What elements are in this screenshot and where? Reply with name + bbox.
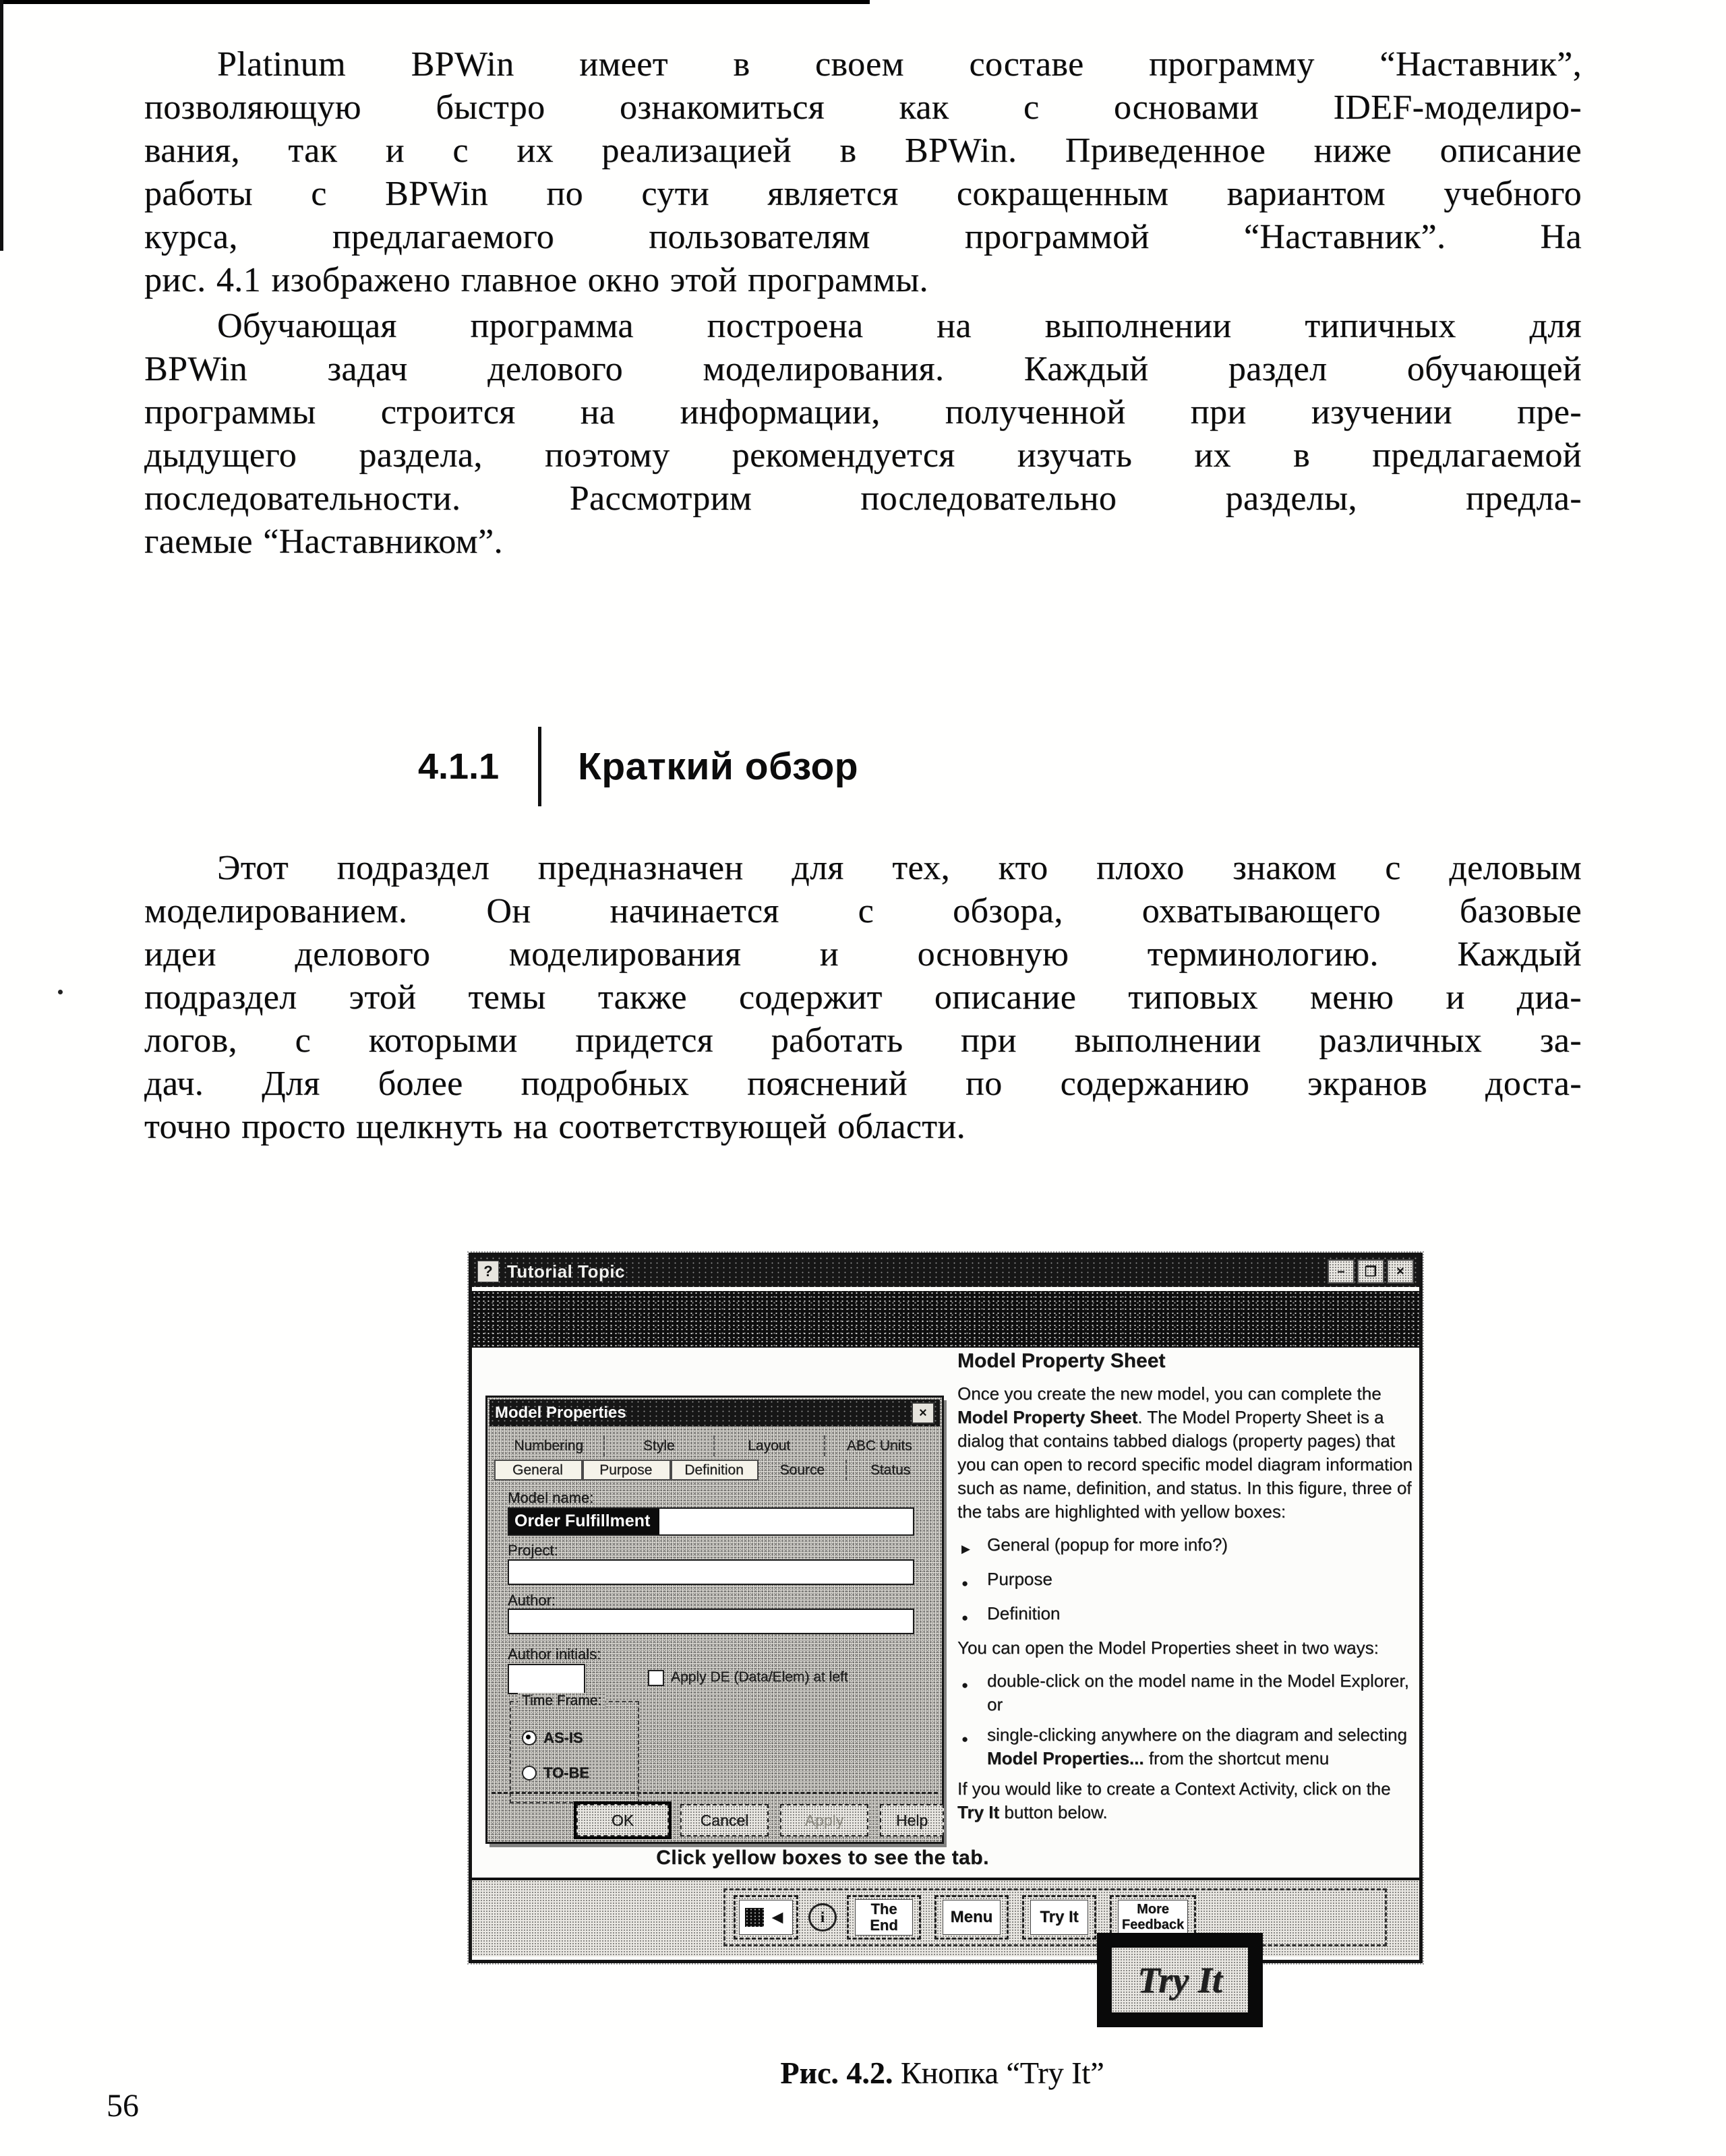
page-icon [745, 1908, 764, 1927]
panel-heading: Model Property Sheet [957, 1350, 1166, 1372]
author-initials-field[interactable] [508, 1664, 585, 1694]
tab-status[interactable]: Status [870, 1462, 911, 1478]
radio-as-is-label: AS-IS [543, 1729, 583, 1746]
cancel-button[interactable]: Cancel [680, 1804, 769, 1836]
dot-bullet-icon: ● [961, 1611, 969, 1624]
section-heading [418, 727, 858, 806]
dialog-separator [492, 1792, 938, 1794]
text-line: логов, с которыми придется работать при выполнении различных за- [144, 1021, 1582, 1060]
list-item-label[interactable]: Purpose [987, 1569, 1052, 1589]
panel-paragraph: If you would like to create a Context Activity, click on the Try It button below. [957, 1778, 1391, 1822]
the-end-button[interactable] [847, 1895, 921, 1940]
back-button[interactable] [734, 1895, 798, 1940]
list-item-label: single-clicking anywhere on the diagram and selecting Model Properties... from the shortcut menu [987, 1725, 1407, 1768]
list-item [957, 1602, 1413, 1629]
list-item-label[interactable]: Definition [987, 1603, 1061, 1623]
checkbox[interactable] [648, 1670, 664, 1686]
project-field[interactable] [508, 1559, 914, 1585]
window-title: Tutorial Topic [507, 1261, 626, 1282]
tab-purpose[interactable]: Purpose [583, 1460, 671, 1480]
figure-caption-text: Кнопка “Try It” [893, 2056, 1104, 2090]
text-line: позволяющую быстро ознакомиться как с основами IDEF-моделиро- [144, 88, 1582, 127]
scan-edge-artifact-left [0, 0, 3, 251]
window-titlebar[interactable] [472, 1256, 1419, 1287]
dialog-close-icon[interactable]: × [912, 1402, 934, 1424]
help-button[interactable]: Help [880, 1804, 944, 1836]
ok-button[interactable]: OK [576, 1804, 669, 1836]
figure-caption [469, 2055, 1416, 2091]
dialog-title: Model Properties [495, 1404, 626, 1422]
heading-divider [538, 727, 541, 806]
back-arrow-icon: ◄ [768, 1907, 787, 1927]
project-label: Project: [508, 1542, 558, 1559]
tab-numbering[interactable]: Numbering [494, 1435, 605, 1456]
tab-style[interactable]: Style [605, 1435, 715, 1456]
try-it-callout-label: Try It [1137, 1960, 1222, 2000]
tab-source[interactable]: Source [758, 1460, 847, 1480]
list-item [957, 1723, 1413, 1770]
author-field[interactable] [508, 1609, 914, 1634]
menu-button[interactable] [934, 1895, 1009, 1940]
time-frame-label: Time Frame: [518, 1693, 605, 1709]
section-title: Краткий обзор [578, 745, 859, 788]
dialog-titlebar[interactable] [489, 1400, 940, 1427]
feedback-label: More Feedback [1118, 1900, 1188, 1935]
panel-paragraph: Once you create the new model, you can complete the Model Property Sheet. The Model Property Sheet is a dialog that contains tabbed dialogs (property pages) that you can open to record specific model diagram information such as name, definition, and status. In this figure, three of the tabs are highlighted with yellow boxes: [957, 1383, 1412, 1522]
list-item [957, 1669, 1413, 1716]
menu-label: Menu [943, 1900, 1001, 1935]
topic-banner [472, 1291, 1419, 1348]
author-label: Author: [508, 1592, 556, 1609]
radio-to-be[interactable] [522, 1766, 537, 1780]
time-frame-group [510, 1693, 639, 1803]
figure-caption-number: Рис. 4.2. [780, 2056, 893, 2090]
tab-definition[interactable]: Definition [671, 1460, 759, 1480]
text-line: Обучающая программа построена на выполнении типичных для [217, 307, 1582, 345]
checkbox-label: Apply DE (Data/Elem) at left [671, 1669, 848, 1685]
list-item-label[interactable]: General (popup for more info?) [987, 1534, 1228, 1555]
paragraph-2 [144, 305, 1582, 564]
text-line: Platinum BPWin имеет в своем составе программу “Наставник”, [217, 45, 1582, 84]
try-it-label: Try It [1030, 1900, 1088, 1935]
help-icon: ? [477, 1261, 499, 1282]
tutorial-footer [472, 1878, 1419, 1956]
tab-general[interactable]: General [494, 1460, 583, 1480]
text-line: BPWin задач делового моделирования. Каждый раздел обучающей [144, 350, 1582, 388]
model-name-field[interactable] [508, 1507, 914, 1536]
try-it-callout[interactable] [1097, 1933, 1263, 2027]
the-end-label: The End [855, 1899, 913, 1936]
text-line: последовательности. Рассмотрим последовательно разделы, предла- [144, 479, 1582, 518]
hint-text: Click yellow boxes to see the tab. [656, 1847, 989, 1869]
paragraph-1 [144, 43, 1582, 302]
navigation-toolbar [723, 1888, 1387, 1946]
page-number: 56 [107, 2088, 139, 2124]
radio-as-is[interactable] [522, 1731, 537, 1745]
tab-layout[interactable]: Layout [715, 1435, 825, 1456]
maximize-button[interactable]: ❐ [1357, 1259, 1384, 1284]
author-initials-label: Author initials: [508, 1646, 601, 1663]
tutorial-text-panel [957, 1349, 1413, 1878]
text-line: Этот подраздел предназначен для тех, кто плохо знаком с деловым [217, 849, 1582, 887]
tab-row-front [494, 1460, 934, 1480]
text-line: идеи делового моделирования и основную терминологию. Каждый [144, 935, 1582, 974]
info-button[interactable] [805, 1895, 840, 1940]
text-line: подраздел этой темы также содержит описание типовых меню и диа- [144, 978, 1582, 1017]
text-line: работы с BPWin по сути является сокращенным вариантом учебного [144, 175, 1582, 213]
radio-to-be-label: TO-BE [543, 1764, 590, 1781]
dot-bullet-icon: ● [961, 1679, 969, 1691]
model-name-value: Order Fulfillment [509, 1509, 659, 1534]
try-it-button[interactable] [1022, 1895, 1096, 1940]
dot-bullet-icon: ● [961, 1577, 969, 1590]
text-line: гаемые “Наставником”. [144, 522, 503, 561]
text-line: дач. Для более подробных пояснений по содержанию экранов доста- [144, 1065, 1582, 1103]
list-item [957, 1567, 1413, 1595]
list-item [957, 1533, 1413, 1561]
close-button[interactable]: × [1387, 1259, 1414, 1284]
scan-edge-artifact-top [0, 0, 870, 4]
model-name-label: Model name: [508, 1489, 594, 1506]
text-line: точно просто щелкнуть на соответствующей области. [144, 1108, 966, 1146]
minimize-button[interactable]: – [1328, 1259, 1355, 1284]
info-icon: i [808, 1903, 837, 1932]
tab-row-back [494, 1435, 934, 1456]
text-line: вания, так и с их реализацией в BPWin. Приведенное ниже описание [144, 131, 1582, 170]
text-line: курса, предлагаемого пользователям программой “Наставник”. На [144, 218, 1582, 256]
tab-abc-units[interactable]: ABC Units [846, 1438, 912, 1454]
text-line: рис. 4.1 изображено главное окно этой программы. [144, 261, 928, 299]
model-properties-dialog [485, 1396, 944, 1844]
panel-paragraph: You can open the Model Properties sheet in two ways: [957, 1638, 1379, 1658]
section-number: 4.1.1 [418, 746, 500, 787]
paragraph-3 [144, 847, 1582, 1149]
triangle-bullet-icon: ▶ [961, 1543, 971, 1555]
tutorial-topic-window [469, 1253, 1423, 2000]
text-line: программы строится на информации, полученной при изучении пре- [144, 393, 1582, 431]
scan-dot-artifact [58, 990, 63, 994]
list-item-label: double-click on the model name in the Model Explorer, or [987, 1671, 1409, 1714]
dot-bullet-icon: ● [961, 1733, 969, 1745]
text-line: моделированием. Он начинается с обзора, охватывающего базовые [144, 892, 1582, 930]
apply-button[interactable]: Apply [780, 1804, 868, 1836]
text-line: дыдущего раздела, поэтому рекомендуется изучать их в предлагаемой [144, 436, 1582, 475]
